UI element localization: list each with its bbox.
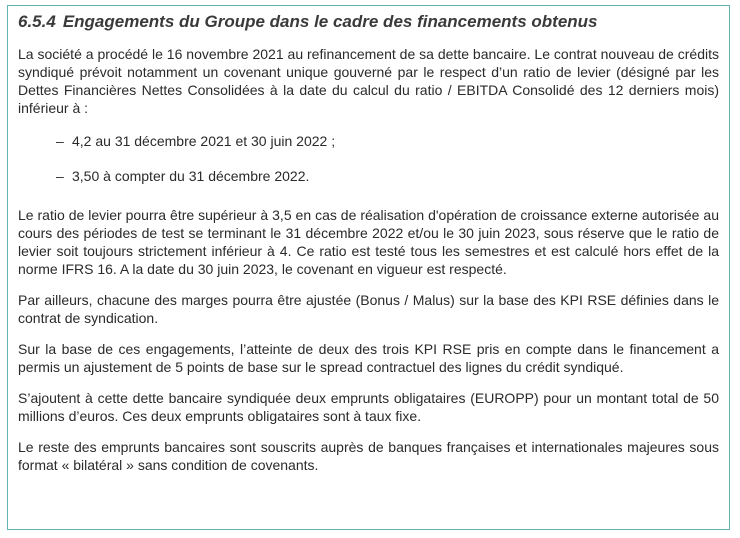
list-item-text: 3,50 à compter du 31 décembre 2022. xyxy=(72,168,310,184)
covenant-thresholds-list xyxy=(18,132,719,185)
framed-section xyxy=(7,5,730,530)
dash-marker: – xyxy=(56,133,64,149)
margin-adjustment-paragraph: Par ailleurs, chacune des marges pourra être ajustée (Bonus / Malus) sur la base des KPI RSE définies dans le contrat de syndication. xyxy=(18,292,719,326)
list-item xyxy=(56,132,719,150)
bond-loans-paragraph: S’ajoutent à cette dette bancaire syndiquée deux emprunts obligataires (EUROPP) pour un montant total de 50 millions d’euros. Ces deux emprunts obligataires sont à taux fixe. xyxy=(18,390,719,424)
section-heading xyxy=(18,11,719,32)
list-item xyxy=(56,167,719,185)
intro-paragraph: La société a procédé le 16 novembre 2021 au refinancement de sa dette bancaire. Le contrat nouveau de crédits syndiqué prévoit notamment un covenant unique gouverné par le respect d’un ratio de levier (désigné par les Dettes Financières Nettes Consolidées à la date du calcul du ratio / EBITDA Consolidé des 12 derniers mois) inférieur à : xyxy=(18,46,719,116)
section-number: 6.5.4 xyxy=(18,12,56,31)
leverage-ratio-paragraph: Le ratio de levier pourra être supérieur à 3,5 en cas de réalisation d'opération de croissance externe autorisée au cours des périodes de test se terminant le 31 décembre 2022 et/ou le 30 juin 2023, sous réserve que le ratio de levier soit toujours strictement inférieur à 4. Ce ratio est testé tous les semestres et est calculé hors effet de la norme IFRS 16. A la date du 30 juin 2023, le covenant en vigueur est respecté. xyxy=(18,207,719,277)
kpi-rse-paragraph: Sur la base de ces engagements, l’atteinte de deux des trois KPI RSE pris en compte dans le financement a permis un ajustement de 5 points de base sur le spread contractuel des lignes du crédit syndiqué. xyxy=(18,341,719,375)
section-title: Engagements du Groupe dans le cadre des financements obtenus xyxy=(62,12,598,31)
dash-marker: – xyxy=(56,168,64,184)
bilateral-loans-paragraph: Le reste des emprunts bancaires sont souscrits auprès de banques françaises et internationales majeures sous format « bilatéral » sans condition de covenants. xyxy=(18,439,719,473)
list-item-text: 4,2 au 31 décembre 2021 et 30 juin 2022 ; xyxy=(72,133,336,149)
